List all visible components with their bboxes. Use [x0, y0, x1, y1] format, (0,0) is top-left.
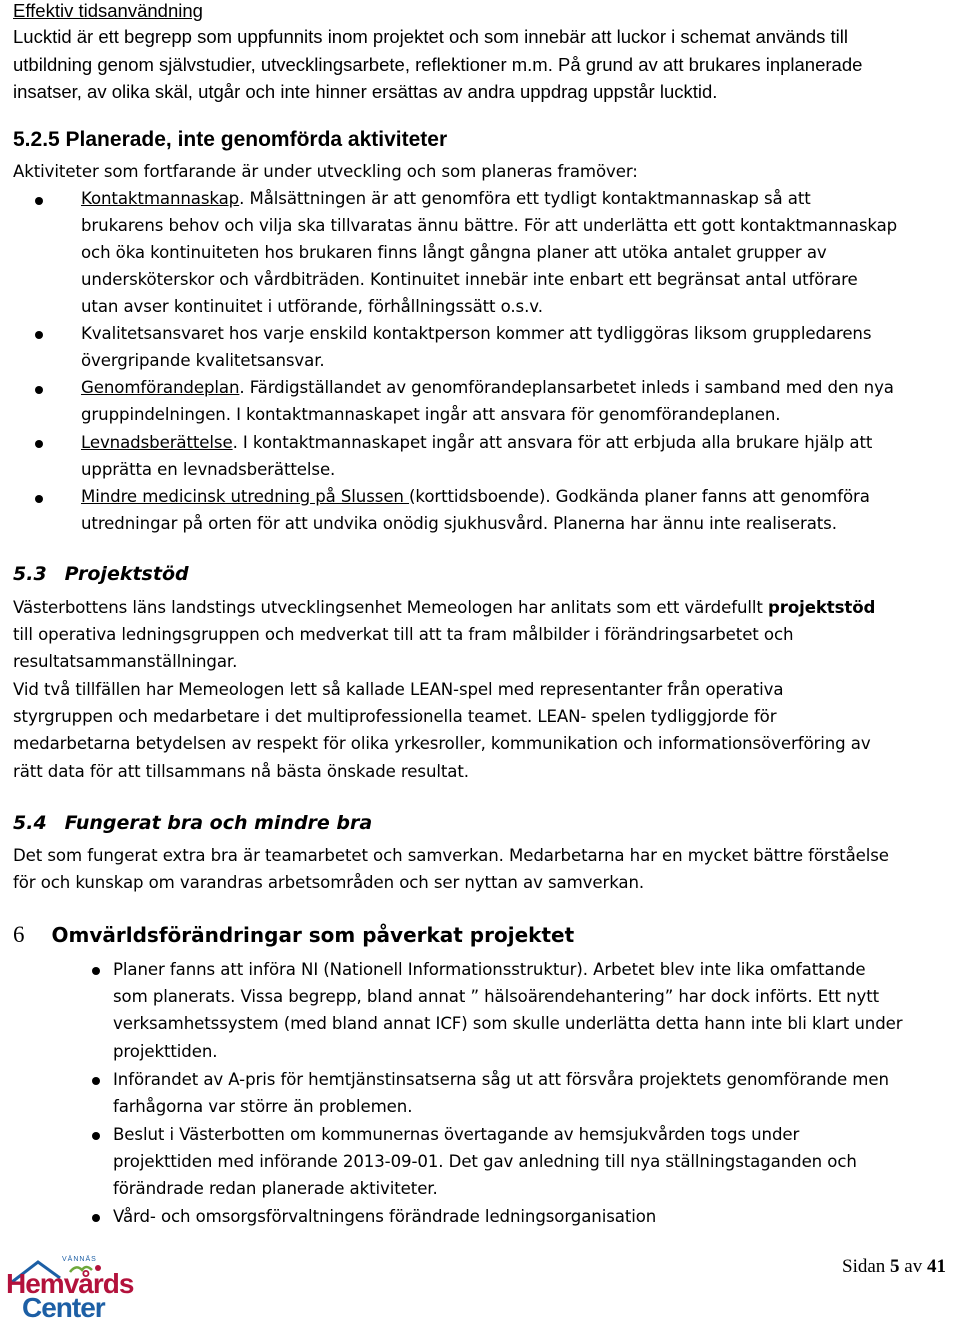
list-item-text: . Målsättningen är att genomföra ett tydligt kontaktmannaskap så att — [239, 189, 811, 208]
bullet-icon — [92, 967, 100, 975]
paragraph-line: styrgruppen och medarbetare i det multiprofessionella teamet. LEAN- spelen tydliggjorde för — [13, 707, 777, 726]
list-item-line: verksamhetssystem (med bland annat ICF) som skulle underlätta detta hann inte bli klart under — [113, 1014, 903, 1033]
list-item-text: . I kontaktmannaskapet ingår att ansvara för att erbjuda alla brukare hjälp att — [232, 433, 873, 452]
section-number: 6 — [13, 922, 25, 947]
list-item — [81, 487, 870, 506]
section-heading-525: 5.2.5 Planerade, inte genomförda aktiviteter — [13, 128, 448, 151]
paragraph-line: utbildning genom självstudier, utvecklingsarbete, reflektioner m.m. På grund av att brukares inplanerade — [13, 54, 863, 75]
paragraph-line: Aktiviteter som fortfarande är under utveckling och som planeras framöver: — [13, 162, 638, 181]
section-title: Omvärldsförändringar som påverkat projektet — [51, 923, 575, 947]
bullet-icon — [92, 1132, 100, 1140]
section-heading-53 — [13, 563, 189, 585]
bullet-icon — [35, 331, 43, 339]
list-item-line: upprätta en levnadsberättelse. — [81, 460, 336, 479]
list-item-text: . Färdigställandet av genomförandeplansarbetet inleds i samband med den nya — [239, 378, 894, 397]
list-item-line: undersköterskor och vårdbiträden. Kontinuitet innebär inte enbart ett begränsat antal utförare — [81, 270, 858, 289]
list-item-line: och öka kontinuiteten hos brukaren finns långt gångna planer att utöka antalet grupper av — [81, 243, 827, 262]
bullet-icon — [92, 1077, 100, 1085]
section-title: Fungerat bra och mindre bra — [64, 812, 373, 834]
list-item-line: farhågorna var större än problemen. — [113, 1097, 413, 1116]
page-number — [842, 1256, 946, 1278]
page-total: 41 — [926, 1256, 946, 1277]
bullet-icon — [35, 386, 43, 394]
list-item: Vård- och omsorgsförvaltningens förändrade ledningsorganisation — [113, 1207, 657, 1226]
paragraph-line: Vid två tillfällen har Memeologen lett så kallade LEAN-spel med representanter från operativa — [13, 680, 784, 699]
paragraph-text: Västerbottens läns landstings utvecklingsenhet Memeologen har anlitats som ett värdefullt — [13, 598, 768, 617]
section-heading-effektiv: Effektiv tidsanvändning — [13, 0, 203, 21]
paragraph-line: insatser, av olika skäl, utgår och inte hinner ersättas av andra uppdrag uppstår lucktid. — [13, 81, 718, 102]
list-item: Kvalitetsansvaret hos varje enskild kontaktperson kommer att tydliggöras liksom gruppledarens — [81, 324, 872, 343]
list-item-line: utan avser kontinuitet i utförande, förhållningssätt o.s.v. — [81, 297, 543, 316]
list-item-link-label: Mindre medicinsk utredning på Slussen — [81, 487, 410, 506]
list-item — [81, 189, 811, 208]
paragraph-line — [13, 598, 875, 617]
logo-text-center: Center — [22, 1292, 105, 1323]
paragraph-line: medarbetarna betydelsen av respekt för olika yrkesroller, kommunikation och informationsöverföring av — [13, 734, 871, 753]
list-item: Beslut i Västerbotten om kommunernas övertagande av hemsjukvården togs under — [113, 1125, 800, 1144]
list-item: Införandet av A-pris för hemtjänstinsatserna såg ut att försvåra projektets genomförande men — [113, 1070, 889, 1089]
bullet-icon — [35, 197, 43, 205]
list-item-text: (korttidsboende). Godkända planer fanns att genomföra — [409, 487, 870, 506]
list-item — [81, 378, 894, 397]
paragraph-line: resultatsammanställningar. — [13, 652, 238, 671]
list-item-link-label: Kontaktmannaskap — [81, 189, 240, 208]
list-item-link-label: Levnadsberättelse — [81, 433, 233, 452]
paragraph-line: Det som fungerat extra bra är teamarbetet och samverkan. Medarbetarna har en mycket bättre förståelse — [13, 846, 889, 865]
paragraph-line: Lucktid är ett begrepp som uppfunnits inom projektet och som innebär att luckor i schemat används till — [13, 26, 848, 47]
list-item-line: projekttiden. — [113, 1042, 218, 1061]
list-item-line: brukarens behov och vilja ska tillvaratas ännu bättre. För att underlätta ett gott kontaktmannaskap — [81, 216, 898, 235]
paragraph-line: rätt data för att tillsammans nå bästa önskade resultat. — [13, 762, 469, 781]
logo-small-text: VÄNNÄS — [62, 1256, 97, 1263]
list-item-line: förändrade redan planerade aktiviteter. — [113, 1179, 438, 1198]
logo-text-hemvards: Hemvårds — [6, 1268, 134, 1299]
page-separator: av — [899, 1256, 927, 1277]
page-current: 5 — [890, 1256, 900, 1277]
page-prefix: Sidan — [842, 1256, 891, 1277]
list-item-line: gruppindelningen. I kontaktmannaskapet ingår att ansvara för genomförandeplanen. — [81, 405, 781, 424]
list-item — [81, 433, 872, 452]
section-heading-54 — [13, 812, 372, 834]
list-item-link-label: Genomförandeplan — [81, 378, 240, 397]
bullet-icon — [35, 440, 43, 448]
paragraph-line: till operativa ledningsgruppen och medverkat till att ta fram målbilder i förändringsarbetet och — [13, 625, 794, 644]
section-heading-6 — [13, 922, 574, 948]
bold-term: projektstöd — [767, 598, 876, 617]
list-item-line: övergripande kvalitetsansvar. — [81, 351, 325, 370]
section-number: 5.4 — [13, 812, 47, 834]
list-item-line: projekttiden med införande 2013-09-01. Det gav anledning till nya ställningstaganden och — [113, 1152, 857, 1171]
hemvards-center-logo — [0, 1254, 160, 1324]
list-item-line: utredningar på orten för att undvika onödig sjukhusvård. Planerna har ännu inte realiserats. — [81, 514, 837, 533]
section-title: Projektstöd — [64, 563, 189, 585]
bullet-icon — [92, 1214, 100, 1222]
section-number: 5.3 — [13, 563, 47, 585]
list-item-line: som planerats. Vissa begrepp, bland annat ” hälsoärendehantering” har dock införts. Ett nytt — [113, 987, 880, 1006]
paragraph-line: för och kunskap om varandras arbetsområden och ser nyttan av samverkan. — [13, 873, 645, 892]
bullet-icon — [35, 495, 43, 503]
list-item: Planer fanns att införa NI (Nationell Informationsstruktur). Arbetet blev inte lika omfattande — [113, 960, 866, 979]
